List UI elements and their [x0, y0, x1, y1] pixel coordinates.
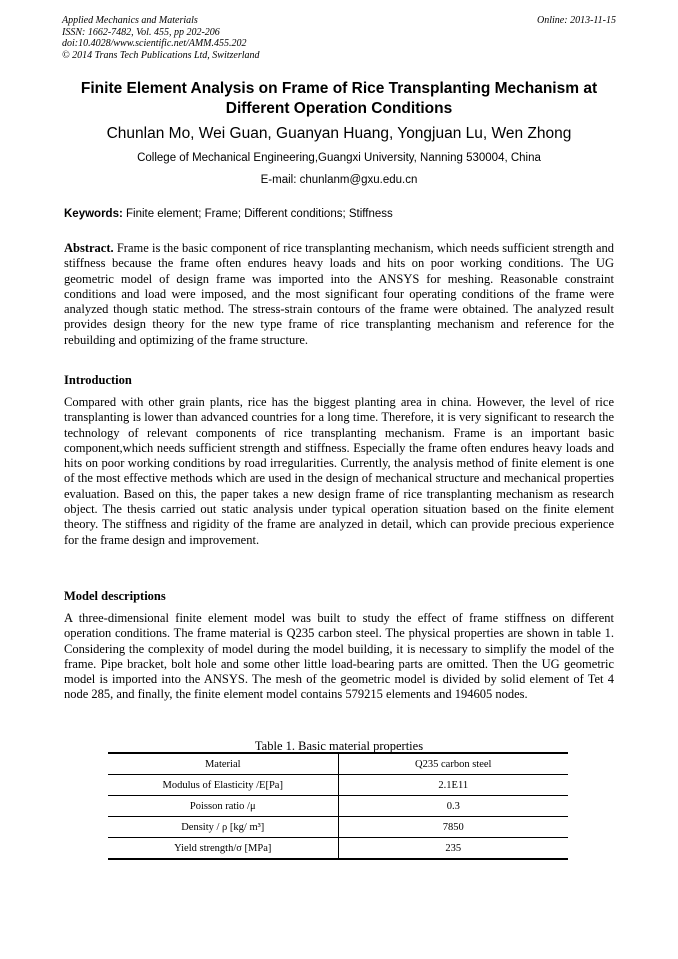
abstract-text: Frame is the basic component of rice transplanting mechanism, which needs sufficient strength and stiffness because the frame often endures heavy loads and hits on poor working conditions. The UG geometric model of design frame was imported into the ANSYS for meshing. Reasonable constraint conditions and load were imposed, and the most significant four operating conditions of the frame were analyzed though static method. The stress-strain contours of the frame were obtained. The analyzed result provides design theory for the new type frame of rice transplanting mechanism and reference for the rebuilding and optimizing of the frame structure. [64, 241, 614, 347]
table-cell: Density / ρ [kg/ m³] [108, 817, 338, 838]
keywords-label: Keywords: [64, 208, 123, 220]
online-date: Online: 2013-11-15 [537, 15, 616, 26]
doi: doi:10.4028/www.scientific.net/AMM.455.202 [62, 38, 247, 49]
table-row [108, 753, 568, 775]
introduction-heading: Introduction [64, 373, 132, 387]
paper-title [40, 79, 638, 119]
table-cell: 0.3 [338, 796, 568, 817]
keywords-text: Finite element; Frame; Different conditions; Stiffness [122, 208, 393, 220]
issn: ISSN: 1662-7482, Vol. 455, pp 202-206 [62, 26, 220, 38]
affiliation: College of Mechanical Engineering,Guangxi University, Nanning 530004, China [137, 152, 541, 164]
table-row [108, 838, 568, 860]
abstract-label: Abstract. [64, 241, 114, 255]
abstract [64, 241, 614, 348]
table-row [108, 817, 568, 838]
journal-name: Applied Mechanics and Materials [62, 15, 198, 26]
table-cell: Modulus of Elasticity /E[Pa] [108, 775, 338, 796]
copyright: © 2014 Trans Tech Publications Ltd, Switzerland [62, 49, 260, 61]
model-heading: Model descriptions [64, 589, 166, 603]
material-properties-table [108, 752, 568, 860]
title-line-2: Different Operation Conditions [225, 100, 453, 117]
table-cell: 7850 [338, 817, 568, 838]
table-caption: Table 1. Basic material properties [254, 739, 424, 753]
table-cell: Material [108, 753, 338, 775]
table-cell: Poisson ratio /μ [108, 796, 338, 817]
table-cell: Q235 carbon steel [338, 753, 568, 775]
email: E-mail: chunlanm@gxu.edu.cn [260, 174, 418, 186]
model-text: A three-dimensional finite element model was built to study the effect of frame stiffness on different operation conditions. The frame material is Q235 carbon steel. The physical properties are shown in table 1. Considering the complexity of model during the model building, it is necessary to simplify the model of the frame. Pipe bracket, bolt hole and some other little load-bearing parts are omitted. Then the UG geometric model is imported into the ANSYS. The mesh of the geometric model is divided by solid element of Tet 4 node 285, and finally, the finite element model contains 579215 elements and 194605 nodes. [64, 611, 614, 702]
table-cell: Yield strength/σ [MPa] [108, 838, 338, 860]
table-cell: 2.1E11 [338, 775, 568, 796]
authors: Chunlan Mo, Wei Guan, Guanyan Huang, Yongjuan Lu, Wen Zhong [106, 125, 572, 142]
table-row [108, 796, 568, 817]
title-line-1: Finite Element Analysis on Frame of Rice Transplanting Mechanism at [80, 80, 598, 97]
keywords [64, 207, 616, 221]
introduction-text: Compared with other grain plants, rice has the biggest planting area in china. However, the level of rice transplanting is lower than advanced countries for a long time. Therefore, it is very significant to research the technology of relevant components of rice transplanting mechanism. Frame is an important basic component,which needs sufficient strength and stiffness. Especially the frame often endures heavy loads and hits on poor working conditions by road irregularities. Currently, the analysis method of finite element is one of the most effective methods which are used in the design of mechanical structure and mechanical properties evaluation. Based on this, the paper takes a new design frame of rice transplanting mechanism as research object. The thesis carried out static analysis under typical operation situation based on the finite element theory. The stiffness and rigidity of the frame are analyzed in detail, which can provide precious experience for the frame design and improvement. [64, 395, 614, 547]
table-cell: 235 [338, 838, 568, 860]
journal-header [62, 15, 616, 61]
table-row [108, 775, 568, 796]
